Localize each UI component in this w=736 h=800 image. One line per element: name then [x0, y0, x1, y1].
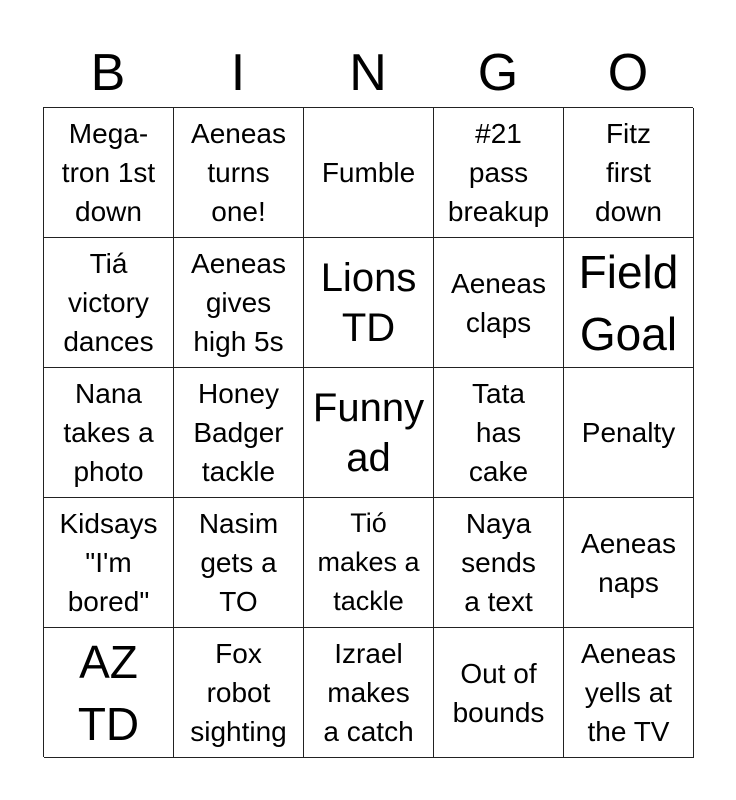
bingo-cell-text: Lions TD	[320, 255, 417, 350]
bingo-cell-text: Aeneas gives high 5s	[191, 248, 286, 357]
bingo-cell[interactable]	[564, 628, 694, 758]
header-letter-o: O	[607, 44, 649, 102]
bingo-cell[interactable]	[434, 238, 564, 368]
bingo-cell-text: Aeneas yells at the TV	[581, 638, 676, 747]
bingo-cell[interactable]	[174, 238, 304, 368]
bingo-cell[interactable]	[44, 108, 174, 238]
bingo-cell-text: Tata has cake	[468, 378, 529, 487]
bingo-cell-text: #21 pass breakup	[447, 118, 550, 227]
bingo-cell[interactable]	[304, 628, 434, 758]
bingo-cell[interactable]	[564, 368, 694, 498]
header-letter-n: N	[349, 44, 387, 102]
bingo-cell-text: Fox robot sighting	[190, 638, 287, 747]
header-letter-g: G	[477, 44, 519, 102]
bingo-board	[43, 107, 693, 757]
bingo-cell-text: Fumble	[321, 157, 416, 188]
bingo-cell[interactable]	[434, 108, 564, 238]
bingo-cell[interactable]	[564, 238, 694, 368]
bingo-cell[interactable]	[174, 368, 304, 498]
bingo-cell-text: Nasim gets a TO	[198, 508, 279, 617]
bingo-cell-text: Tiá victory dances	[63, 248, 154, 357]
bingo-cell[interactable]	[174, 628, 304, 758]
bingo-cell-text: Tió makes a tackle	[317, 508, 420, 616]
bingo-cell[interactable]	[174, 108, 304, 238]
bingo-cell[interactable]	[44, 238, 174, 368]
bingo-cell-text: Naya sends a text	[461, 508, 536, 617]
bingo-cell-text: Funny ad	[312, 385, 425, 480]
bingo-cell[interactable]	[304, 498, 434, 628]
bingo-cell-text: Kidsays "I'm bored"	[59, 508, 158, 617]
bingo-header	[43, 40, 693, 106]
bingo-cell[interactable]	[434, 368, 564, 498]
bingo-cell-text: AZ TD	[77, 635, 140, 750]
bingo-cell-text: Field Goal	[578, 245, 679, 360]
header-letter-b: B	[90, 44, 126, 102]
bingo-cell[interactable]	[434, 498, 564, 628]
bingo-cell-text: Aeneas naps	[581, 527, 676, 598]
header-letter-i: I	[230, 44, 246, 102]
bingo-cell[interactable]	[44, 628, 174, 758]
bingo-cell[interactable]	[434, 628, 564, 758]
bingo-cell-text: Aeneas claps	[451, 267, 546, 338]
bingo-cell-text: Nana takes a photo	[63, 378, 154, 487]
bingo-cell[interactable]	[304, 238, 434, 368]
bingo-cell[interactable]	[564, 108, 694, 238]
bingo-cell-text: Penalty	[581, 417, 676, 448]
bingo-cell-text: Out of bounds	[452, 657, 545, 728]
bingo-cell-text: Aeneas turns one!	[191, 118, 286, 227]
bingo-cell-text: Izrael makes a catch	[323, 638, 414, 747]
bingo-cell-text: Honey Badger tackle	[193, 378, 284, 487]
bingo-cell-text: Mega- tron 1st down	[61, 118, 156, 227]
bingo-cell[interactable]	[174, 498, 304, 628]
bingo-cell[interactable]	[304, 368, 434, 498]
bingo-cell[interactable]	[44, 498, 174, 628]
bingo-cell[interactable]	[564, 498, 694, 628]
bingo-cell-text: Fitz first down	[595, 118, 662, 227]
bingo-cell[interactable]	[44, 368, 174, 498]
bingo-cell[interactable]	[304, 108, 434, 238]
